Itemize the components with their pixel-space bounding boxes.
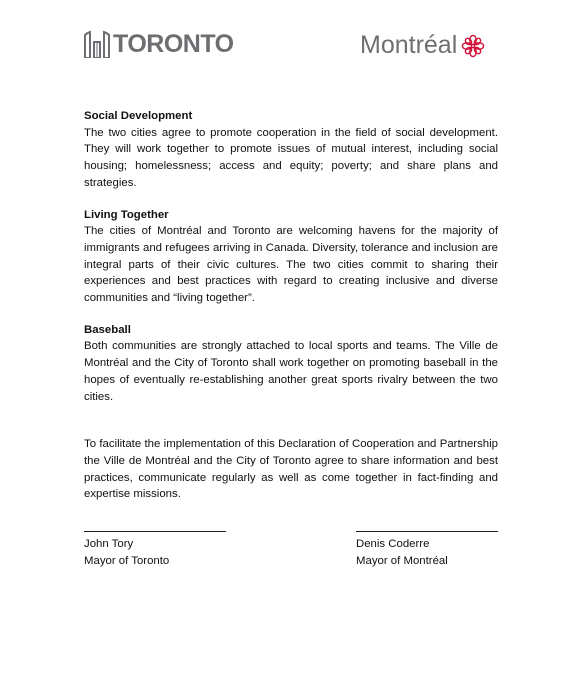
section-text: Both communities are strongly attached to local sports and teams. The Ville de Montréal and the City of Toronto shall work together on promoting baseball in the hopes of eventually re-establishing another great sports rivalry between the two cities. bbox=[84, 340, 498, 403]
signatory-name: John Tory bbox=[84, 538, 134, 550]
signatory-title: Mayor of Toronto bbox=[84, 555, 170, 567]
toronto-logo bbox=[84, 30, 234, 58]
signature-block-montreal bbox=[356, 531, 498, 570]
toronto-city-hall-icon bbox=[84, 30, 110, 58]
signatory-title: Mayor of Montréal bbox=[356, 555, 448, 567]
montreal-logo bbox=[360, 33, 485, 58]
declaration-body bbox=[84, 108, 498, 503]
section-heading: Baseball bbox=[84, 323, 131, 336]
section-heading: Social Development bbox=[84, 110, 193, 122]
section-text: The cities of Montréal and Toronto are welcoming havens for the majority of immigrants and refugees arriving in Canada. Diversity, tolerance and inclusion are integral parts of their civic cultures. The two cities commit to sharing their experiences and best practices with regard to creating inclusive and diverse communities and “living together”. bbox=[84, 225, 498, 305]
signatory-name: Denis Coderre bbox=[356, 538, 430, 550]
montreal-rosette-icon bbox=[461, 34, 485, 58]
signature-block-toronto bbox=[84, 531, 226, 570]
closing-paragraph: To facilitate the implementation of this Declaration of Cooperation and Partnership the Ville de Montréal and the City of Toronto agree to share information and best practices, communicate regularly as well as come together in fact-finding and expertise missions. bbox=[84, 438, 498, 501]
section-text: The two cities agree to promote cooperation in the field of social development. They will work together to promote issues of mutual interest, including social housing; homelessness; access and equity; poverty; and share plans and strategies. bbox=[84, 126, 498, 189]
montreal-logo-text: Montréal bbox=[360, 31, 458, 59]
section-baseball bbox=[84, 322, 498, 406]
signature-line bbox=[356, 531, 498, 532]
section-living-together bbox=[84, 207, 498, 307]
signature-line bbox=[84, 531, 226, 532]
section-heading: Living Together bbox=[84, 208, 169, 221]
toronto-logo-text: TORONTO bbox=[113, 29, 234, 58]
section-social-development bbox=[84, 108, 498, 192]
